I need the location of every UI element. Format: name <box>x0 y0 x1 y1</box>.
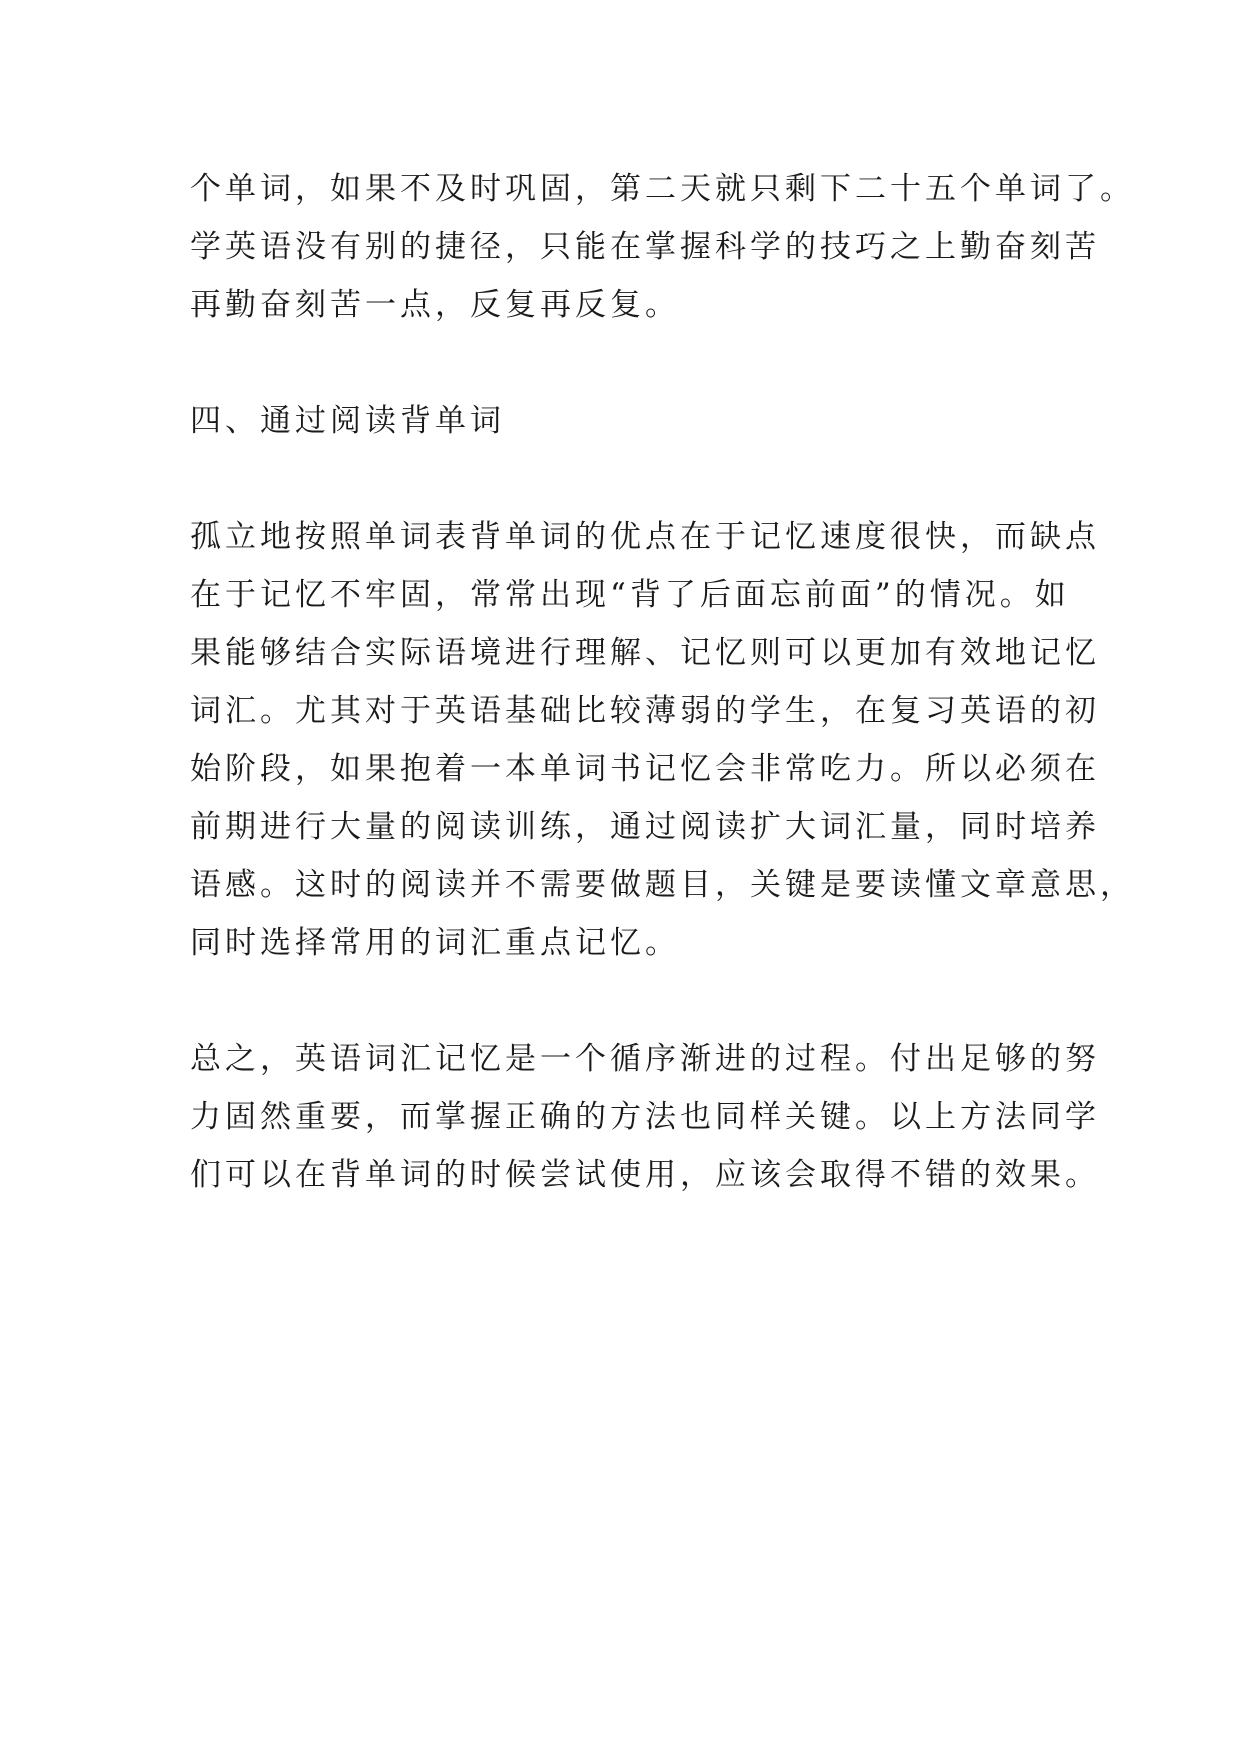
text-line: 语感。这时的阅读并不需要做题目，关键是要读懂文章意思， <box>190 867 1135 903</box>
heading-text: 四、通过阅读背单词 <box>190 403 505 439</box>
text-line: 前期进行大量的阅读训练，通过阅读扩大词汇量，同时培养 <box>190 809 1100 845</box>
text-line: 力固然重要，而掌握正确的方法也同样关键。以上方法同学 <box>190 1099 1100 1135</box>
text-line: 词汇。尤其对于英语基础比较薄弱的学生，在复习英语的初 <box>190 693 1100 729</box>
text-line: 始阶段，如果抱着一本单词书记忆会非常吃力。所以必须在 <box>190 751 1100 787</box>
text-line: 果能够结合实际语境进行理解、记忆则可以更加有效地记忆 <box>190 635 1100 671</box>
text-line: 们可以在背单词的时候尝试使用，应该会取得不错的效果。 <box>190 1157 1100 1193</box>
paragraph-continuation <box>190 160 1135 334</box>
text-line: 再勤奋刻苦一点，反复再反复。 <box>190 287 680 323</box>
paragraph-conclusion <box>190 1030 1100 1204</box>
document-body <box>190 160 1135 1262</box>
text-line: 在于记忆不牢固，常常出现“背了后面忘前面”的情况。如 <box>190 577 1070 613</box>
text-line: 学英语没有别的捷径，只能在掌握科学的技巧之上勤奋刻苦 <box>190 229 1100 265</box>
text-line: 孤立地按照单词表背单词的优点在于记忆速度很快，而缺点 <box>190 519 1100 555</box>
text-line: 同时选择常用的词汇重点记忆。 <box>190 925 680 961</box>
section-heading <box>190 392 1070 450</box>
text-line: 总之，英语词汇记忆是一个循序渐进的过程。付出足够的努 <box>190 1041 1100 1077</box>
text-line: 个单词，如果不及时巩固，第二天就只剩下二十五个单词了。 <box>190 171 1135 207</box>
paragraph-reading-method <box>190 508 1135 972</box>
